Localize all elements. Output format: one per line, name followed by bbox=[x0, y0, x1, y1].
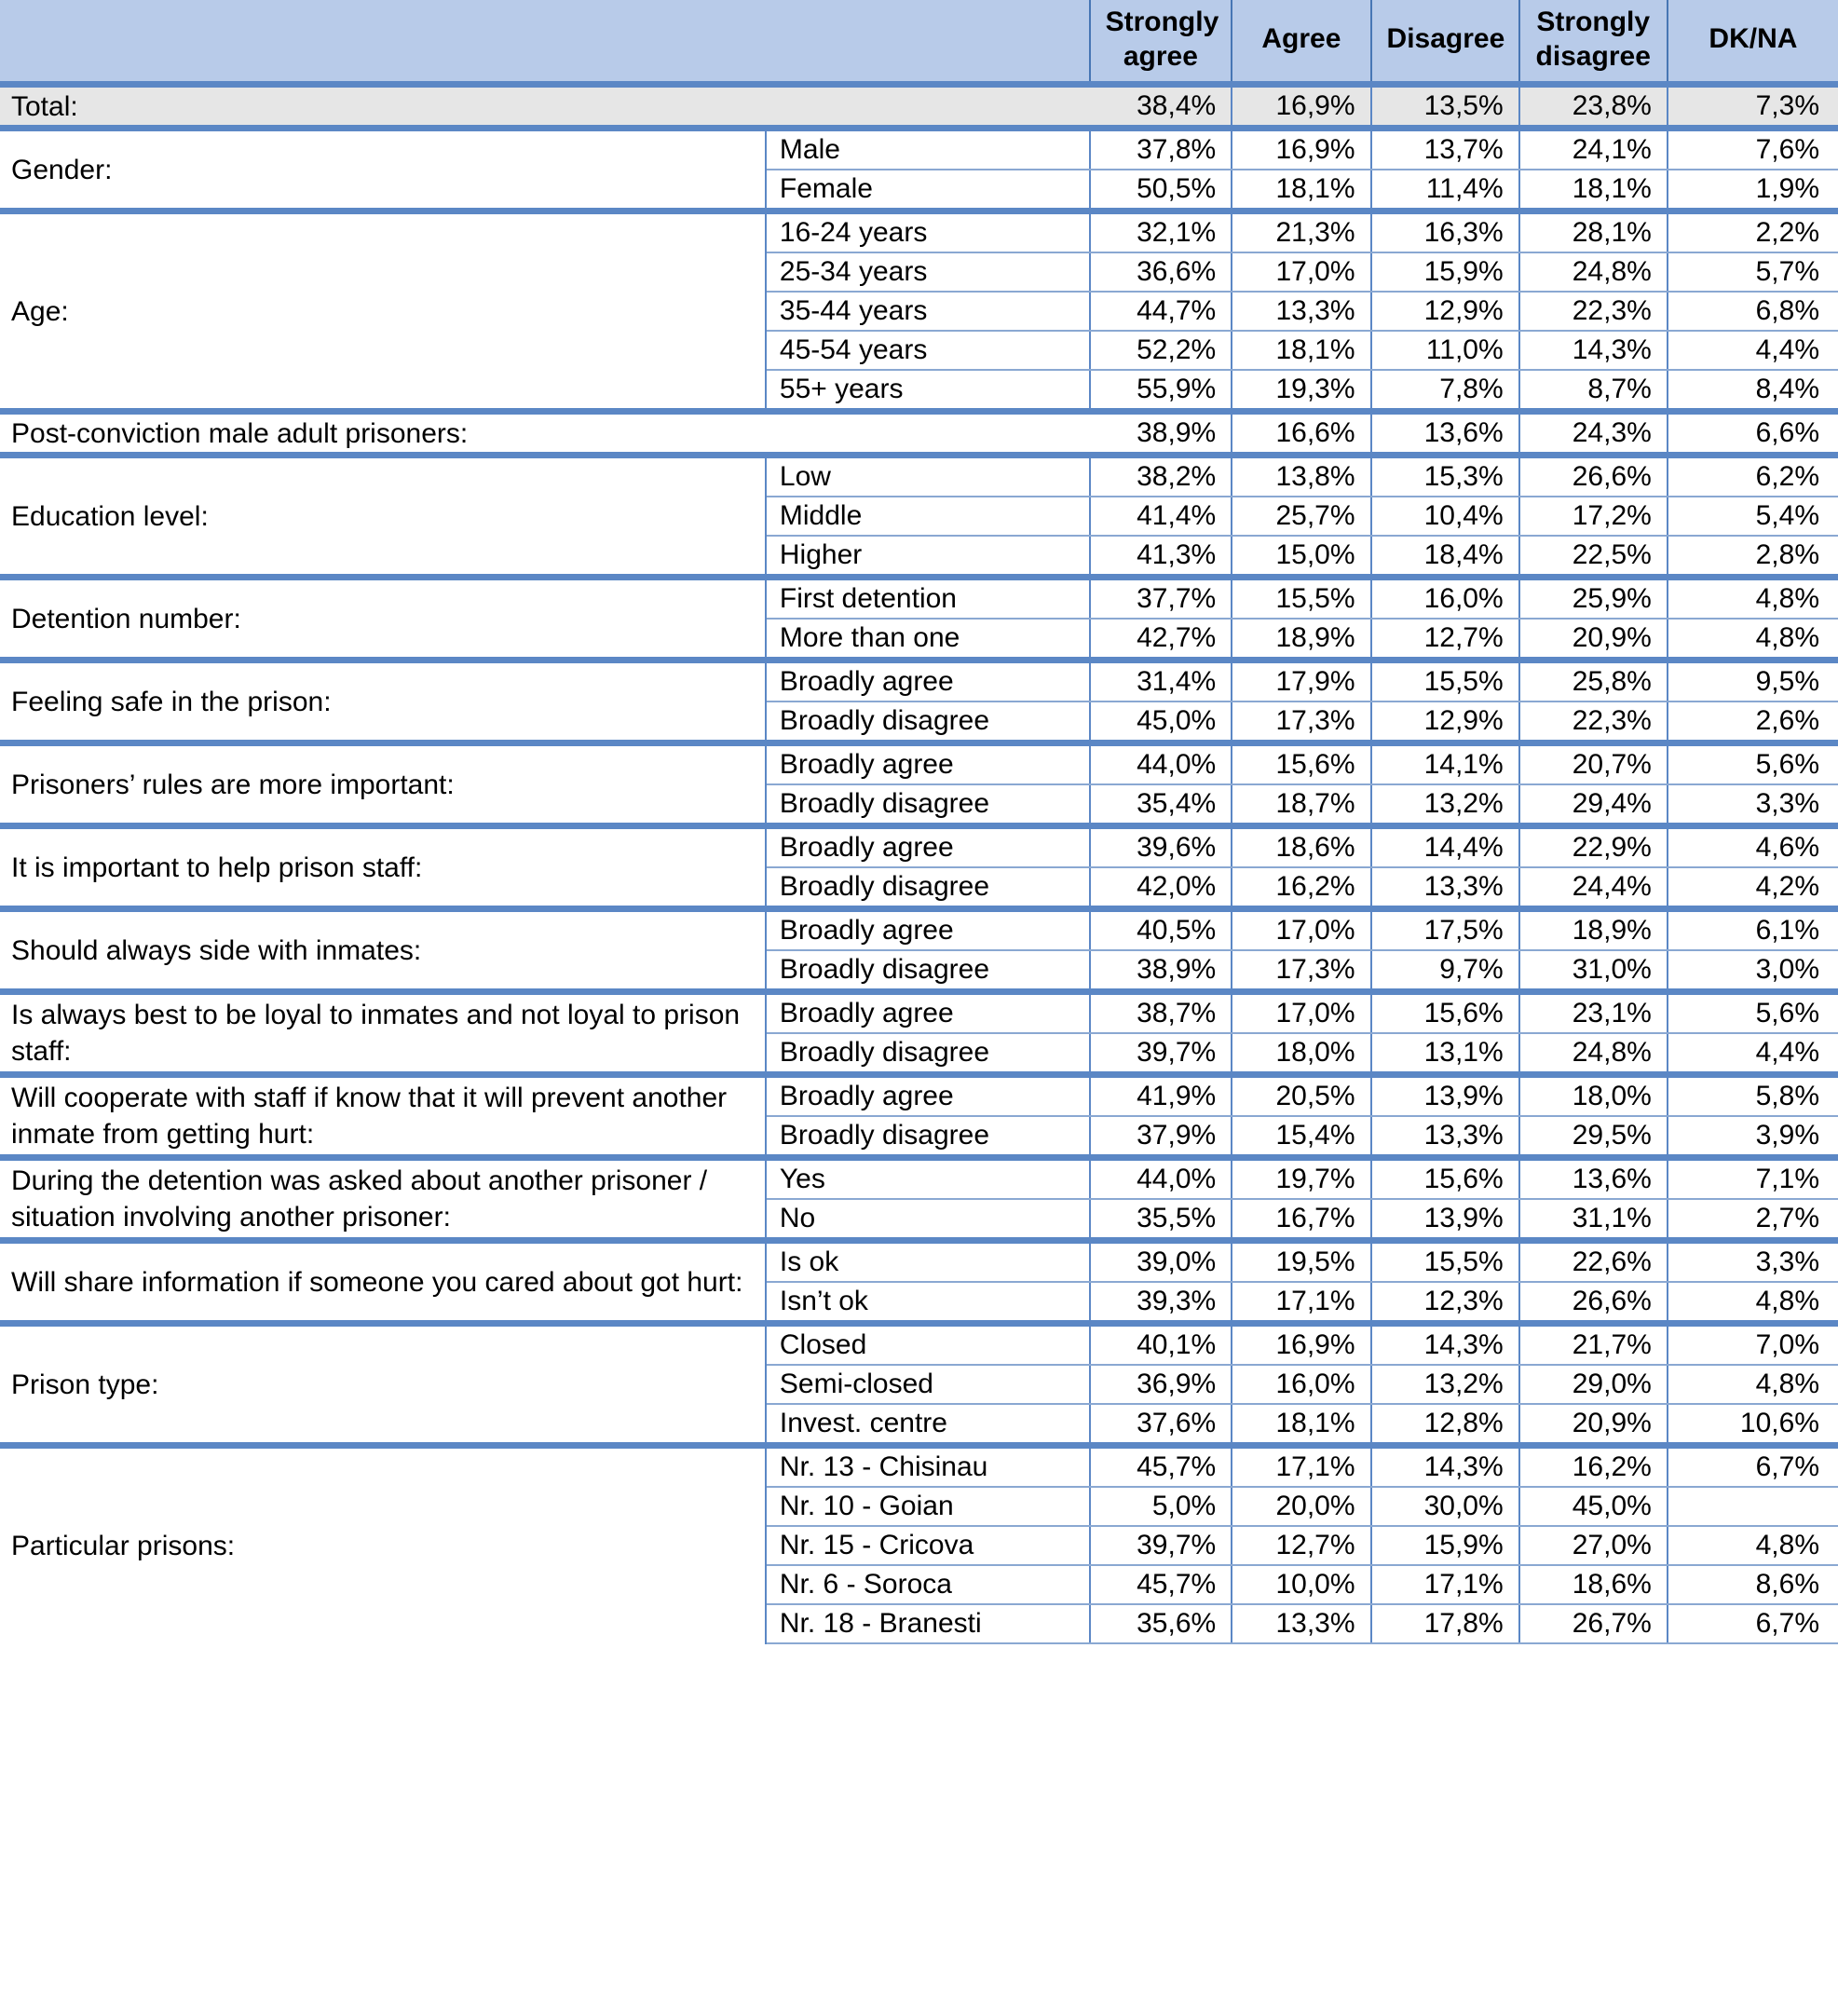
value-cell-agree: 16,0% bbox=[1232, 1365, 1370, 1404]
value-cell-disagree: 12,3% bbox=[1371, 1282, 1519, 1324]
value-cell-strongly_disagree: 13,6% bbox=[1519, 1158, 1668, 1200]
value-cell-agree: 19,5% bbox=[1232, 1241, 1370, 1283]
value-cell-agree: 20,0% bbox=[1232, 1487, 1370, 1526]
table-row bbox=[0, 1075, 1838, 1117]
table-header bbox=[0, 0, 1838, 85]
value-cell-agree: 25,7% bbox=[1232, 497, 1370, 536]
table-row bbox=[0, 826, 1838, 868]
value-cell-disagree: 16,0% bbox=[1371, 578, 1519, 620]
value-cell-strongly_agree: 38,9% bbox=[1090, 950, 1232, 992]
value-cell-dkna: 3,3% bbox=[1668, 1241, 1838, 1283]
value-cell-strongly_agree: 38,2% bbox=[1090, 456, 1232, 497]
value-cell-strongly_agree: 42,0% bbox=[1090, 867, 1232, 909]
value-cell-strongly_disagree: 18,1% bbox=[1519, 170, 1668, 211]
value-cell-disagree: 14,3% bbox=[1371, 1324, 1519, 1366]
value-cell-dkna: 4,8% bbox=[1668, 1282, 1838, 1324]
value-cell-agree: 12,7% bbox=[1232, 1526, 1370, 1565]
value-cell-strongly_disagree: 24,8% bbox=[1519, 252, 1668, 292]
value-cell-agree: 18,1% bbox=[1232, 331, 1370, 370]
value-cell-disagree: 12,7% bbox=[1371, 619, 1519, 661]
row-group-label: Prisoners’ rules are more important: bbox=[0, 743, 766, 826]
row-sub-label: Nr. 15 - Cricova bbox=[766, 1526, 1090, 1565]
row-sub-label: Isn’t ok bbox=[766, 1282, 1090, 1324]
value-cell-strongly_disagree: 8,7% bbox=[1519, 370, 1668, 412]
value-cell-disagree: 14,3% bbox=[1371, 1446, 1519, 1488]
table-row bbox=[0, 129, 1838, 170]
value-cell-strongly_disagree: 16,2% bbox=[1519, 1446, 1668, 1488]
row-sub-label: Middle bbox=[766, 497, 1090, 536]
table-row bbox=[0, 211, 1838, 253]
value-cell-agree: 18,9% bbox=[1232, 619, 1370, 661]
value-cell-disagree: 12,9% bbox=[1371, 292, 1519, 331]
value-cell-strongly_disagree: 29,4% bbox=[1519, 784, 1668, 826]
value-cell-strongly_agree: 39,0% bbox=[1090, 1241, 1232, 1283]
value-cell-agree: 15,5% bbox=[1232, 578, 1370, 620]
row-sub-label: 16-24 years bbox=[766, 211, 1090, 253]
value-cell-dkna: 7,3% bbox=[1668, 85, 1838, 129]
row-group-label: Will cooperate with staff if know that it will prevent another inmate from getting hurt: bbox=[0, 1075, 766, 1158]
value-cell-dkna: 6,7% bbox=[1668, 1446, 1838, 1488]
value-cell-agree: 21,3% bbox=[1232, 211, 1370, 253]
value-cell-agree: 20,5% bbox=[1232, 1075, 1370, 1117]
value-cell-disagree: 13,2% bbox=[1371, 1365, 1519, 1404]
value-cell-dkna: 5,7% bbox=[1668, 252, 1838, 292]
value-cell-strongly_disagree: 14,3% bbox=[1519, 331, 1668, 370]
value-cell-disagree: 15,5% bbox=[1371, 1241, 1519, 1283]
value-cell-agree: 17,1% bbox=[1232, 1446, 1370, 1488]
value-cell-agree: 17,3% bbox=[1232, 950, 1370, 992]
row-sub-label: 25-34 years bbox=[766, 252, 1090, 292]
value-cell-dkna: 9,5% bbox=[1668, 661, 1838, 702]
value-cell-strongly_agree: 44,0% bbox=[1090, 743, 1232, 785]
value-cell-strongly_disagree: 31,1% bbox=[1519, 1199, 1668, 1241]
header-strongly-disagree-line1: Strongly bbox=[1536, 7, 1651, 37]
value-cell-strongly_disagree: 26,7% bbox=[1519, 1604, 1668, 1643]
row-sub-label: Nr. 6 - Soroca bbox=[766, 1565, 1090, 1604]
value-cell-strongly_agree: 45,7% bbox=[1090, 1446, 1232, 1488]
value-cell-dkna: 2,8% bbox=[1668, 536, 1838, 578]
table-row bbox=[0, 1324, 1838, 1366]
row-sub-label: No bbox=[766, 1199, 1090, 1241]
row-sub-label: Closed bbox=[766, 1324, 1090, 1366]
value-cell-dkna: 4,8% bbox=[1668, 1526, 1838, 1565]
row-sub-label: Broadly disagree bbox=[766, 1116, 1090, 1158]
row-sub-label: 45-54 years bbox=[766, 331, 1090, 370]
value-cell-agree: 16,6% bbox=[1232, 412, 1370, 456]
value-cell-disagree: 10,4% bbox=[1371, 497, 1519, 536]
value-cell-agree: 15,4% bbox=[1232, 1116, 1370, 1158]
value-cell-dkna: 2,6% bbox=[1668, 702, 1838, 743]
value-cell-dkna: 3,9% bbox=[1668, 1116, 1838, 1158]
value-cell-dkna: 3,0% bbox=[1668, 950, 1838, 992]
row-sub-label: Nr. 10 - Goian bbox=[766, 1487, 1090, 1526]
value-cell-disagree: 15,9% bbox=[1371, 252, 1519, 292]
value-cell-disagree: 15,6% bbox=[1371, 1158, 1519, 1200]
value-cell-strongly_disagree: 23,1% bbox=[1519, 992, 1668, 1034]
value-cell-disagree: 15,6% bbox=[1371, 992, 1519, 1034]
value-cell-dkna: 5,4% bbox=[1668, 497, 1838, 536]
value-cell-disagree: 17,5% bbox=[1371, 909, 1519, 951]
table-row bbox=[0, 909, 1838, 951]
value-cell-strongly_disagree: 22,5% bbox=[1519, 536, 1668, 578]
value-cell-agree: 19,7% bbox=[1232, 1158, 1370, 1200]
row-group-label: Detention number: bbox=[0, 578, 766, 661]
row-sub-label: Nr. 18 - Branesti bbox=[766, 1604, 1090, 1643]
row-sub-label: Male bbox=[766, 129, 1090, 170]
value-cell-agree: 18,0% bbox=[1232, 1033, 1370, 1075]
value-cell-agree: 13,8% bbox=[1232, 456, 1370, 497]
value-cell-strongly_agree: 50,5% bbox=[1090, 170, 1232, 211]
value-cell-strongly_agree: 32,1% bbox=[1090, 211, 1232, 253]
row-group-label: Particular prisons: bbox=[0, 1446, 766, 1644]
value-cell-disagree: 15,3% bbox=[1371, 456, 1519, 497]
value-cell-agree: 16,9% bbox=[1232, 1324, 1370, 1366]
value-cell-disagree: 13,7% bbox=[1371, 129, 1519, 170]
header-agree: Agree bbox=[1232, 0, 1370, 85]
row-sub-label: Broadly disagree bbox=[766, 784, 1090, 826]
value-cell-agree: 17,0% bbox=[1232, 992, 1370, 1034]
value-cell-strongly_disagree: 24,3% bbox=[1519, 412, 1668, 456]
value-cell-disagree: 30,0% bbox=[1371, 1487, 1519, 1526]
value-cell-disagree: 12,8% bbox=[1371, 1404, 1519, 1446]
value-cell-disagree: 13,2% bbox=[1371, 784, 1519, 826]
value-cell-strongly_agree: 40,1% bbox=[1090, 1324, 1232, 1366]
value-cell-agree: 18,1% bbox=[1232, 1404, 1370, 1446]
value-cell-dkna: 6,6% bbox=[1668, 412, 1838, 456]
value-cell-strongly_agree: 35,6% bbox=[1090, 1604, 1232, 1643]
value-cell-agree: 19,3% bbox=[1232, 370, 1370, 412]
value-cell-strongly_agree: 5,0% bbox=[1090, 1487, 1232, 1526]
value-cell-strongly_agree: 31,4% bbox=[1090, 661, 1232, 702]
value-cell-disagree: 17,1% bbox=[1371, 1565, 1519, 1604]
value-cell-agree: 17,1% bbox=[1232, 1282, 1370, 1324]
row-sub-label: Broadly agree bbox=[766, 909, 1090, 951]
table-row bbox=[0, 661, 1838, 702]
table-row bbox=[0, 85, 1838, 129]
value-cell-dkna: 8,4% bbox=[1668, 370, 1838, 412]
row-sub-label: Female bbox=[766, 170, 1090, 211]
header-strongly-agree-line1: Strongly bbox=[1105, 7, 1219, 37]
value-cell-strongly_agree: 44,0% bbox=[1090, 1158, 1232, 1200]
value-cell-strongly_agree: 40,5% bbox=[1090, 909, 1232, 951]
table-body bbox=[0, 85, 1838, 1644]
value-cell-strongly_disagree: 24,4% bbox=[1519, 867, 1668, 909]
value-cell-strongly_disagree: 22,3% bbox=[1519, 702, 1668, 743]
row-sub-label: Broadly disagree bbox=[766, 950, 1090, 992]
value-cell-dkna bbox=[1668, 1487, 1838, 1526]
value-cell-strongly_disagree: 29,5% bbox=[1519, 1116, 1668, 1158]
value-cell-agree: 17,0% bbox=[1232, 909, 1370, 951]
value-cell-disagree: 14,4% bbox=[1371, 826, 1519, 868]
value-cell-agree: 16,9% bbox=[1232, 85, 1370, 129]
value-cell-dkna: 1,9% bbox=[1668, 170, 1838, 211]
value-cell-strongly_agree: 45,0% bbox=[1090, 702, 1232, 743]
value-cell-strongly_disagree: 26,6% bbox=[1519, 1282, 1668, 1324]
table-row bbox=[0, 992, 1838, 1034]
value-cell-strongly_agree: 37,6% bbox=[1090, 1404, 1232, 1446]
row-sub-label: Semi-closed bbox=[766, 1365, 1090, 1404]
header-group-col bbox=[0, 0, 766, 85]
value-cell-strongly_agree: 45,7% bbox=[1090, 1565, 1232, 1604]
row-group-label: Gender: bbox=[0, 129, 766, 211]
header-strongly-agree-line2: agree bbox=[1123, 40, 1198, 72]
value-cell-strongly_agree: 55,9% bbox=[1090, 370, 1232, 412]
value-cell-strongly_disagree: 25,8% bbox=[1519, 661, 1668, 702]
value-cell-disagree: 11,0% bbox=[1371, 331, 1519, 370]
row-group-label: Will share information if someone you cared about got hurt: bbox=[0, 1241, 766, 1324]
value-cell-strongly_disagree: 31,0% bbox=[1519, 950, 1668, 992]
value-cell-agree: 15,6% bbox=[1232, 743, 1370, 785]
value-cell-agree: 16,9% bbox=[1232, 129, 1370, 170]
row-group-label: During the detention was asked about another prisoner / situation involving another prisoner: bbox=[0, 1158, 766, 1241]
value-cell-agree: 18,1% bbox=[1232, 170, 1370, 211]
value-cell-strongly_agree: 41,4% bbox=[1090, 497, 1232, 536]
value-cell-dkna: 5,8% bbox=[1668, 1075, 1838, 1117]
table-row bbox=[0, 1158, 1838, 1200]
row-group-label: Education level: bbox=[0, 456, 766, 578]
header-sub-col bbox=[766, 0, 1090, 85]
value-cell-disagree: 13,3% bbox=[1371, 867, 1519, 909]
row-group-label: Age: bbox=[0, 211, 766, 412]
value-cell-strongly_agree: 35,4% bbox=[1090, 784, 1232, 826]
row-sub-label: Yes bbox=[766, 1158, 1090, 1200]
value-cell-dkna: 8,6% bbox=[1668, 1565, 1838, 1604]
row-sub-label: Broadly disagree bbox=[766, 1033, 1090, 1075]
value-cell-dkna: 7,6% bbox=[1668, 129, 1838, 170]
value-cell-strongly_disagree: 18,0% bbox=[1519, 1075, 1668, 1117]
value-cell-strongly_disagree: 20,9% bbox=[1519, 619, 1668, 661]
value-cell-strongly_agree: 39,7% bbox=[1090, 1526, 1232, 1565]
row-group-label: Post-conviction male adult prisoners: bbox=[0, 412, 1090, 456]
value-cell-strongly_agree: 35,5% bbox=[1090, 1199, 1232, 1241]
value-cell-disagree: 16,3% bbox=[1371, 211, 1519, 253]
value-cell-strongly_agree: 37,7% bbox=[1090, 578, 1232, 620]
row-sub-label: More than one bbox=[766, 619, 1090, 661]
table-row bbox=[0, 743, 1838, 785]
row-sub-label: Broadly agree bbox=[766, 661, 1090, 702]
value-cell-strongly_agree: 39,3% bbox=[1090, 1282, 1232, 1324]
row-sub-label: Low bbox=[766, 456, 1090, 497]
value-cell-agree: 18,6% bbox=[1232, 826, 1370, 868]
value-cell-agree: 16,7% bbox=[1232, 1199, 1370, 1241]
header-row bbox=[0, 0, 1838, 85]
value-cell-strongly_disagree: 25,9% bbox=[1519, 578, 1668, 620]
value-cell-dkna: 4,8% bbox=[1668, 619, 1838, 661]
value-cell-dkna: 6,7% bbox=[1668, 1604, 1838, 1643]
value-cell-strongly_disagree: 21,7% bbox=[1519, 1324, 1668, 1366]
value-cell-dkna: 4,8% bbox=[1668, 1365, 1838, 1404]
value-cell-dkna: 2,2% bbox=[1668, 211, 1838, 253]
value-cell-dkna: 7,1% bbox=[1668, 1158, 1838, 1200]
value-cell-strongly_disagree: 17,2% bbox=[1519, 497, 1668, 536]
value-cell-agree: 17,9% bbox=[1232, 661, 1370, 702]
value-cell-strongly_disagree: 18,6% bbox=[1519, 1565, 1668, 1604]
value-cell-agree: 16,2% bbox=[1232, 867, 1370, 909]
row-sub-label: Higher bbox=[766, 536, 1090, 578]
table-row bbox=[0, 456, 1838, 497]
value-cell-strongly_disagree: 26,6% bbox=[1519, 456, 1668, 497]
value-cell-dkna: 3,3% bbox=[1668, 784, 1838, 826]
row-sub-label: Broadly disagree bbox=[766, 702, 1090, 743]
value-cell-dkna: 7,0% bbox=[1668, 1324, 1838, 1366]
value-cell-dkna: 2,7% bbox=[1668, 1199, 1838, 1241]
row-sub-label: Broadly agree bbox=[766, 826, 1090, 868]
row-sub-label: 55+ years bbox=[766, 370, 1090, 412]
header-strongly-agree bbox=[1090, 0, 1232, 85]
row-sub-label: Is ok bbox=[766, 1241, 1090, 1283]
header-strongly-disagree-line2: disagree bbox=[1535, 40, 1651, 72]
value-cell-strongly_agree: 37,8% bbox=[1090, 129, 1232, 170]
value-cell-strongly_disagree: 20,7% bbox=[1519, 743, 1668, 785]
value-cell-agree: 18,7% bbox=[1232, 784, 1370, 826]
header-disagree: Disagree bbox=[1371, 0, 1519, 85]
value-cell-agree: 17,0% bbox=[1232, 252, 1370, 292]
row-sub-label: Nr. 13 - Chisinau bbox=[766, 1446, 1090, 1488]
value-cell-strongly_disagree: 18,9% bbox=[1519, 909, 1668, 951]
value-cell-strongly_disagree: 22,6% bbox=[1519, 1241, 1668, 1283]
value-cell-disagree: 11,4% bbox=[1371, 170, 1519, 211]
value-cell-disagree: 13,9% bbox=[1371, 1199, 1519, 1241]
value-cell-dkna: 5,6% bbox=[1668, 992, 1838, 1034]
header-strongly-disagree bbox=[1519, 0, 1668, 85]
value-cell-strongly_disagree: 23,8% bbox=[1519, 85, 1668, 129]
value-cell-disagree: 14,1% bbox=[1371, 743, 1519, 785]
row-sub-label: Broadly agree bbox=[766, 743, 1090, 785]
row-group-label: Is always best to be loyal to inmates and not loyal to prison staff: bbox=[0, 992, 766, 1075]
row-sub-label: Broadly agree bbox=[766, 992, 1090, 1034]
value-cell-disagree: 13,9% bbox=[1371, 1075, 1519, 1117]
value-cell-strongly_agree: 39,6% bbox=[1090, 826, 1232, 868]
table-row bbox=[0, 578, 1838, 620]
value-cell-strongly_agree: 52,2% bbox=[1090, 331, 1232, 370]
value-cell-disagree: 9,7% bbox=[1371, 950, 1519, 992]
value-cell-strongly_disagree: 27,0% bbox=[1519, 1526, 1668, 1565]
row-sub-label: Broadly disagree bbox=[766, 867, 1090, 909]
row-sub-label: 35-44 years bbox=[766, 292, 1090, 331]
value-cell-strongly_disagree: 29,0% bbox=[1519, 1365, 1668, 1404]
value-cell-strongly_disagree: 22,9% bbox=[1519, 826, 1668, 868]
value-cell-dkna: 4,4% bbox=[1668, 331, 1838, 370]
table-row bbox=[0, 1241, 1838, 1283]
value-cell-strongly_agree: 38,7% bbox=[1090, 992, 1232, 1034]
value-cell-disagree: 12,9% bbox=[1371, 702, 1519, 743]
value-cell-agree: 17,3% bbox=[1232, 702, 1370, 743]
header-dkna: DK/NA bbox=[1668, 0, 1838, 85]
value-cell-dkna: 10,6% bbox=[1668, 1404, 1838, 1446]
value-cell-strongly_disagree: 24,1% bbox=[1519, 129, 1668, 170]
value-cell-dkna: 6,1% bbox=[1668, 909, 1838, 951]
value-cell-strongly_disagree: 22,3% bbox=[1519, 292, 1668, 331]
row-group-label: Total: bbox=[0, 85, 1090, 129]
value-cell-strongly_agree: 38,4% bbox=[1090, 85, 1232, 129]
row-group-label: Feeling safe in the prison: bbox=[0, 661, 766, 743]
value-cell-dkna: 6,2% bbox=[1668, 456, 1838, 497]
table-row bbox=[0, 1446, 1838, 1488]
value-cell-strongly_disagree: 45,0% bbox=[1519, 1487, 1668, 1526]
value-cell-dkna: 5,6% bbox=[1668, 743, 1838, 785]
value-cell-strongly_agree: 37,9% bbox=[1090, 1116, 1232, 1158]
value-cell-agree: 13,3% bbox=[1232, 292, 1370, 331]
value-cell-strongly_agree: 36,6% bbox=[1090, 252, 1232, 292]
value-cell-strongly_agree: 36,9% bbox=[1090, 1365, 1232, 1404]
value-cell-strongly_agree: 41,3% bbox=[1090, 536, 1232, 578]
value-cell-agree: 15,0% bbox=[1232, 536, 1370, 578]
value-cell-strongly_disagree: 20,9% bbox=[1519, 1404, 1668, 1446]
value-cell-strongly_disagree: 24,8% bbox=[1519, 1033, 1668, 1075]
table-row bbox=[0, 412, 1838, 456]
value-cell-dkna: 4,8% bbox=[1668, 578, 1838, 620]
value-cell-strongly_agree: 44,7% bbox=[1090, 292, 1232, 331]
row-sub-label: First detention bbox=[766, 578, 1090, 620]
row-group-label: Prison type: bbox=[0, 1324, 766, 1446]
row-group-label: Should always side with inmates: bbox=[0, 909, 766, 992]
row-sub-label: Broadly agree bbox=[766, 1075, 1090, 1117]
value-cell-agree: 13,3% bbox=[1232, 1604, 1370, 1643]
value-cell-dkna: 4,4% bbox=[1668, 1033, 1838, 1075]
value-cell-disagree: 13,6% bbox=[1371, 412, 1519, 456]
value-cell-disagree: 7,8% bbox=[1371, 370, 1519, 412]
value-cell-strongly_disagree: 28,1% bbox=[1519, 211, 1668, 253]
value-cell-strongly_agree: 42,7% bbox=[1090, 619, 1232, 661]
value-cell-disagree: 13,3% bbox=[1371, 1116, 1519, 1158]
value-cell-strongly_agree: 39,7% bbox=[1090, 1033, 1232, 1075]
value-cell-disagree: 15,9% bbox=[1371, 1526, 1519, 1565]
value-cell-disagree: 15,5% bbox=[1371, 661, 1519, 702]
value-cell-disagree: 17,8% bbox=[1371, 1604, 1519, 1643]
value-cell-dkna: 4,2% bbox=[1668, 867, 1838, 909]
row-group-label: It is important to help prison staff: bbox=[0, 826, 766, 909]
value-cell-disagree: 13,5% bbox=[1371, 85, 1519, 129]
value-cell-agree: 10,0% bbox=[1232, 1565, 1370, 1604]
value-cell-disagree: 13,1% bbox=[1371, 1033, 1519, 1075]
value-cell-disagree: 18,4% bbox=[1371, 536, 1519, 578]
value-cell-strongly_agree: 41,9% bbox=[1090, 1075, 1232, 1117]
value-cell-strongly_agree: 38,9% bbox=[1090, 412, 1232, 456]
value-cell-dkna: 6,8% bbox=[1668, 292, 1838, 331]
value-cell-dkna: 4,6% bbox=[1668, 826, 1838, 868]
row-sub-label: Invest. centre bbox=[766, 1404, 1090, 1446]
